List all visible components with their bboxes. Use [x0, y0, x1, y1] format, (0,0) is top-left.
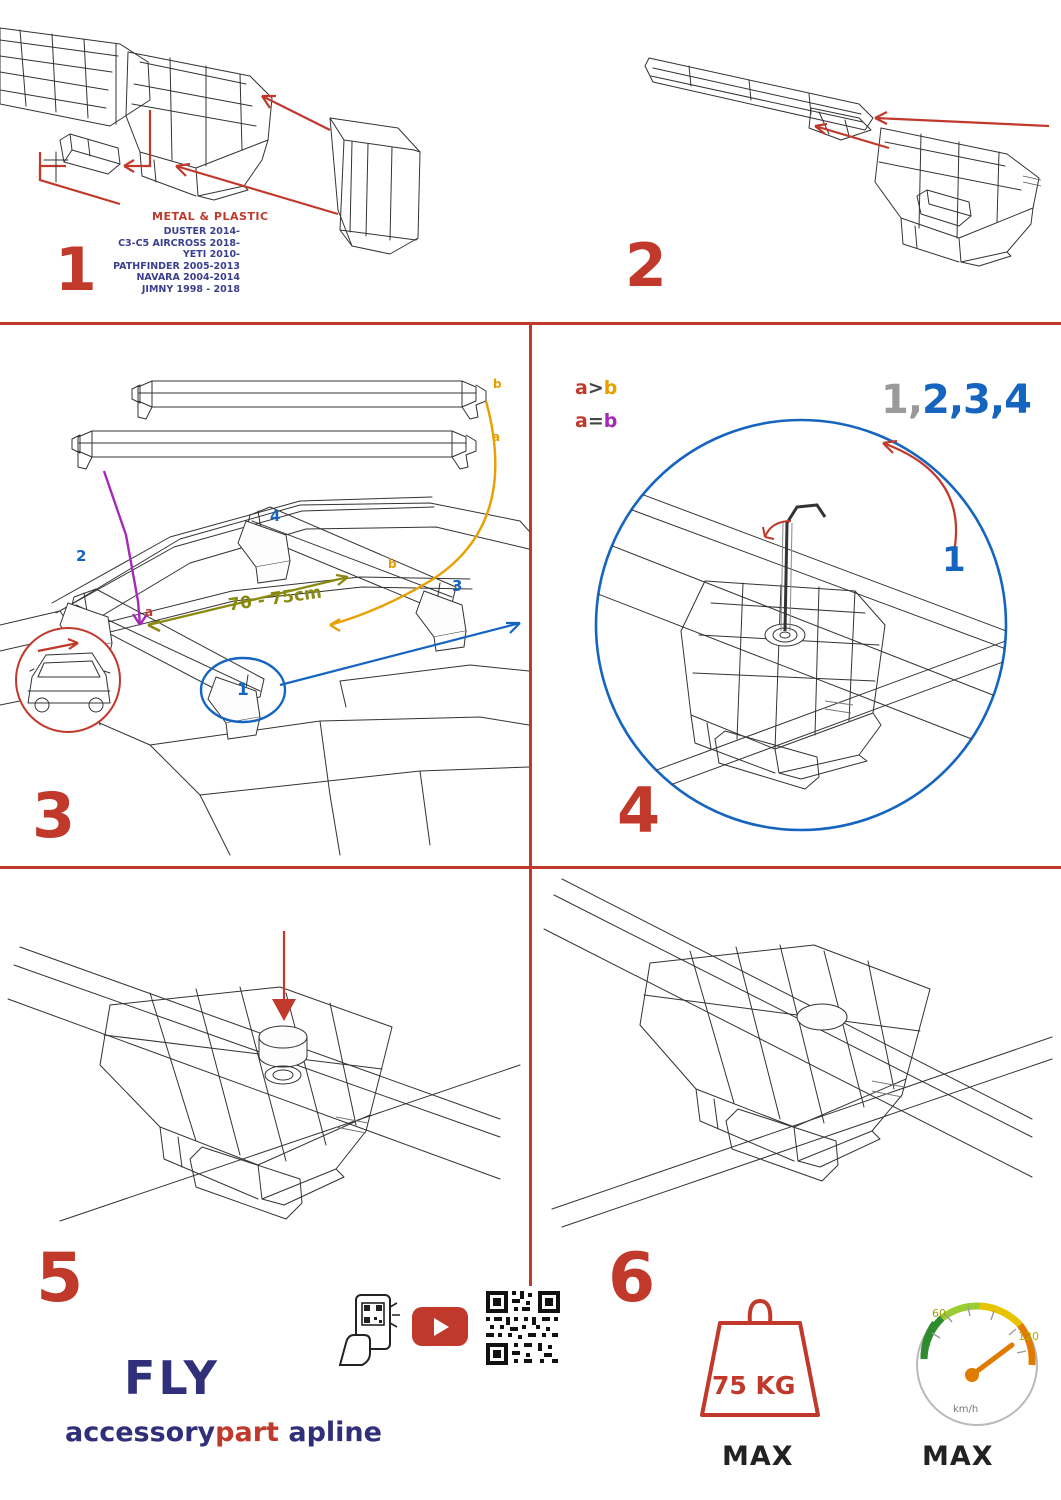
- step-number-5: 5: [36, 1239, 82, 1318]
- bar-label-a: a: [492, 430, 501, 444]
- foot-number-1: 1: [237, 680, 249, 700]
- step4-callout-number: 1: [942, 540, 966, 580]
- brand-part: part: [215, 1417, 279, 1448]
- brand-accessory: accessory: [65, 1417, 216, 1448]
- panel-step-1: [0, 0, 529, 322]
- vehicle-item: YETI 2010-: [182, 249, 240, 260]
- step-number-6: 6: [608, 1239, 654, 1318]
- vehicle-item: JIMNY 1998 - 2018: [141, 283, 240, 295]
- max-weight-value: 75 KG: [712, 1371, 796, 1400]
- brand-subline: [65, 1417, 382, 1448]
- foot-number-2: 2: [76, 547, 87, 565]
- sequence-rest: 2,3,4: [922, 377, 1031, 423]
- compare-right-b-eq: b: [603, 410, 618, 432]
- youtube-icon[interactable]: [412, 1307, 468, 1346]
- max-speed-caption: MAX: [922, 1441, 994, 1472]
- step-number-2: 2: [625, 231, 665, 301]
- distance-label-b: b: [388, 557, 397, 571]
- tighten-sequence: [881, 377, 1031, 423]
- foot-number-3: 3: [452, 577, 463, 595]
- vehicle-item: NAVARA 2004-2014: [136, 272, 240, 283]
- step-number-1: 1: [55, 235, 95, 305]
- vehicle-compatibility-list: [113, 226, 240, 295]
- speed-tick-low: 60: [932, 1307, 946, 1320]
- max-weight-icon: [690, 1287, 830, 1427]
- compare-operator-greater: >: [587, 377, 604, 399]
- compare-right-b: b: [603, 377, 618, 399]
- bar-label-b: b: [493, 377, 502, 391]
- step6-illustration: [532, 869, 1061, 1229]
- vehicle-item: C3-C5 AIRCROSS 2018-: [118, 237, 240, 249]
- step-number-4: 4: [617, 774, 659, 847]
- panel-step-5: [0, 869, 529, 1229]
- vehicle-item: PATHFINDER 2005-2013: [113, 260, 240, 272]
- step2-illustration: [529, 0, 1061, 322]
- panel-step-4: [529, 325, 1061, 866]
- footer-right: [532, 1229, 1061, 1500]
- max-weight-caption: MAX: [722, 1441, 794, 1472]
- panel-step-3: [0, 325, 618, 866]
- distance-label-a: a: [145, 605, 154, 619]
- brand-fly: FLY: [124, 1351, 220, 1405]
- vehicle-item: DUSTER 2014-: [163, 226, 240, 237]
- compare-left-a: a: [575, 377, 588, 399]
- bar-spacing-dimension: 70 - 75cm: [227, 582, 323, 616]
- material-note: METAL & PLASTIC: [152, 210, 269, 223]
- foot-number-4: 4: [270, 507, 281, 525]
- compare-left-a-eq: a: [575, 410, 588, 432]
- speed-unit-label: km/h: [953, 1404, 979, 1415]
- qr-scan-phone-icon: [330, 1291, 402, 1369]
- speed-tick-high: 120: [1018, 1330, 1039, 1343]
- brand-apline: apline: [288, 1417, 382, 1448]
- step5-illustration: [0, 869, 529, 1229]
- sequence-first: 1,: [881, 377, 923, 423]
- panel-step-6: [532, 869, 1061, 1229]
- footer-left: [0, 1229, 529, 1500]
- compare-operator-equal: =: [587, 410, 604, 432]
- panel-step-2: [529, 0, 1061, 322]
- step-number-3: 3: [32, 779, 74, 852]
